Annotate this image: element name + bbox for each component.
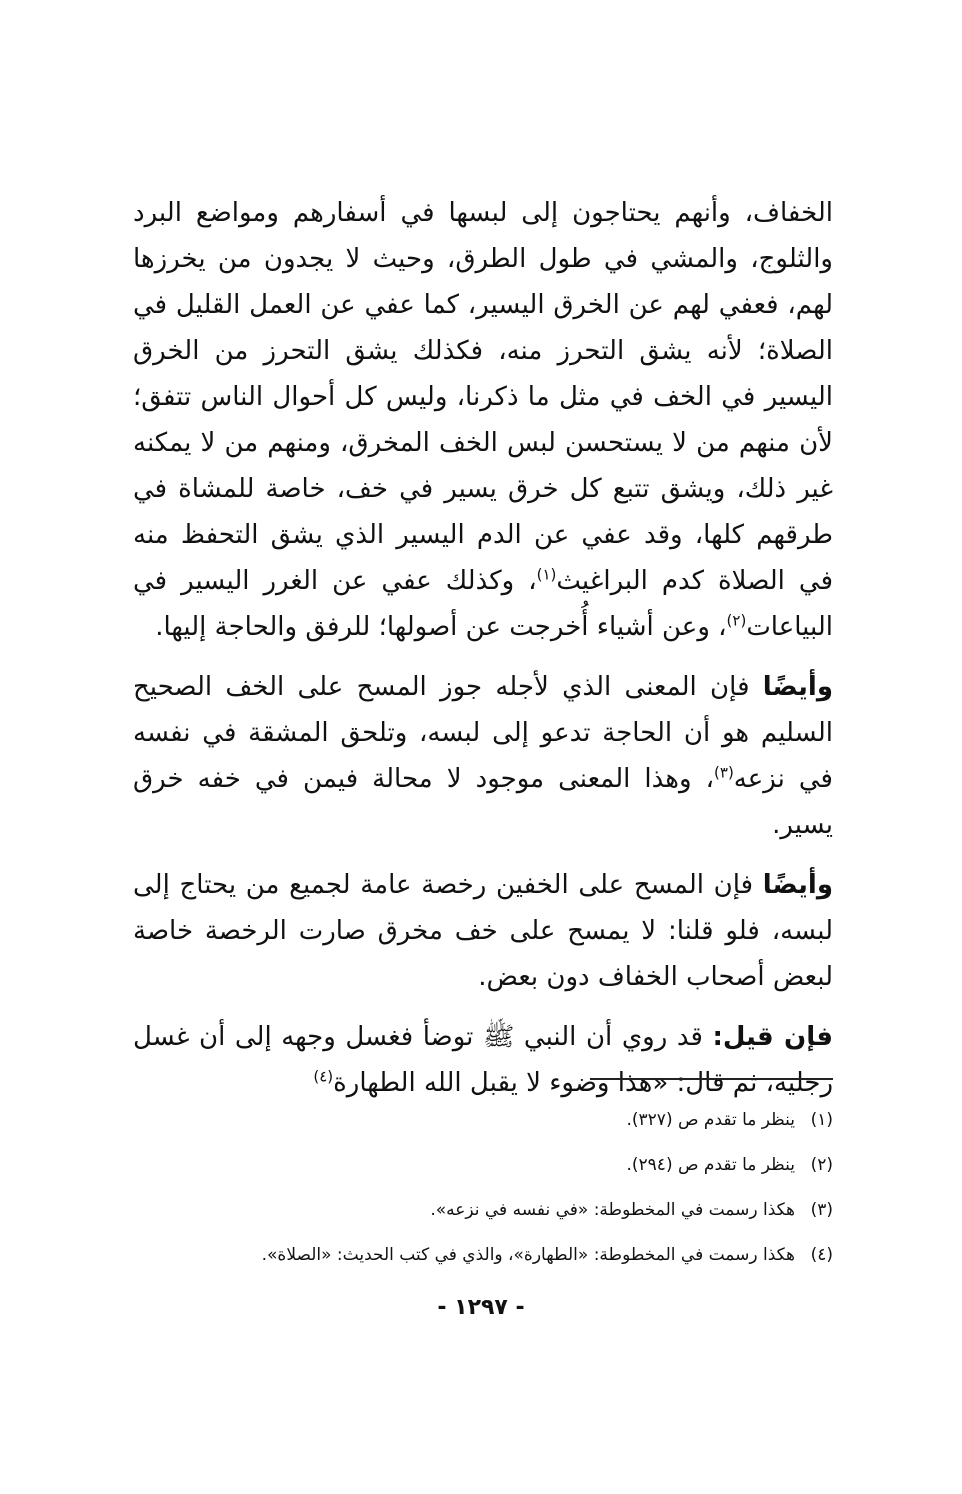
footnote-ref-3: (٣) <box>714 763 734 782</box>
footnote-2-number: (٢) <box>810 1155 833 1175</box>
footnote-3-text: هكذا رسمت في المخطوطة: «في نفسه في نزعه». <box>430 1200 795 1220</box>
footnote-1 <box>133 1108 833 1153</box>
paragraph-3-lead: وأيضًا <box>762 870 833 900</box>
footnote-4 <box>133 1243 833 1288</box>
footnote-2 <box>133 1153 833 1198</box>
footnote-1-text: ينظر ما تقدم ص (٣٢٧). <box>626 1110 795 1130</box>
paragraph-2-lead: وأيضًا <box>762 672 833 702</box>
footnotes <box>133 1108 833 1288</box>
paragraph-1-text-3: ، وعن أشياء أُخرجت عن أصولها؛ للرفق والحاجة إليها. <box>155 612 727 642</box>
paragraph-2-text: فإن المعنى الذي لأجله جوز المسح على الخف الصحيح السليم هو أن الحاجة تدعو إلى لبسه، وتلحق المشقة في نفسه في نزعه <box>133 672 833 794</box>
paragraph-4-text: قد روي أن النبي ﷺ توضأ فغسل وجهه إلى أن غسل رجليه، ثم قال: «هذا وضوء لا يقبل الله الطهارة <box>133 1022 833 1098</box>
page-number: - ١٢٩٧ - <box>437 1295 525 1320</box>
paragraph-1-text: الخفاف، وأنهم يحتاجون إلى لبسها في أسفارهم ومواضع البرد والثلوج، والمشي في طول الطرق، وحيث لا يجدون من يخرزها لهم، فعفي لهم عن الخرق اليسير، كما عفي عن العمل القليل في الصلاة؛ لأنه يشق التحرز منه، فكذلك يشق التحرز من الخرق اليسير في الخف في مثل ما ذكرنا، وليس كل أحوال الناس تتفق؛ لأن منهم من لا يستحسن لبس الخف المخرق، ومنهم من لا يمكنه غير ذلك، ويشق تتبع كل خرق يسير في خف، خاصة للمشاة في طرقهم كلها، وقد عفي عن الدم اليسير الذي يشق التحفظ منه في الصلاة كدم البراغيث <box>133 198 833 596</box>
footnote-1-number: (١) <box>810 1110 833 1130</box>
paragraph-1-text-2: ، وكذلك عفي عن الغرر اليسير في البياعات <box>133 566 833 642</box>
main-text <box>133 190 833 1120</box>
paragraph-4 <box>133 1014 833 1106</box>
footnote-4-number: (٤) <box>810 1245 833 1265</box>
paragraph-4-lead: فإن قيل: <box>712 1022 834 1052</box>
paragraph-1 <box>133 190 833 650</box>
paragraph-3-text: فإن المسح على الخفين رخصة عامة لجميع من يحتاج إلى لبسه، فلو قلنا: لا يمسح على خف مخرق صارت الرخصة خاصة لبعض أصحاب الخفاف دون بعض. <box>133 870 833 992</box>
paragraph-2 <box>133 664 833 848</box>
paragraph-3 <box>133 862 833 1000</box>
footnote-4-text: هكذا رسمت في المخطوطة: «الطهارة»، والذي في كتب الحديث: «الصلاة». <box>261 1245 795 1265</box>
footnote-2-text: ينظر ما تقدم ص (٢٩٤). <box>626 1155 795 1175</box>
footnote-separator <box>590 1078 833 1080</box>
footnote-ref-2: (٢) <box>726 611 747 630</box>
footnote-ref-4: (٤) <box>313 1067 334 1086</box>
paragraph-2-text-2: ، وهذا المعنى موجود لا محالة فيمن في خفه خرق يسير. <box>133 764 833 840</box>
footnote-3 <box>133 1198 833 1243</box>
footnote-3-number: (٣) <box>810 1200 833 1220</box>
footnote-ref-1: (١) <box>536 565 557 584</box>
